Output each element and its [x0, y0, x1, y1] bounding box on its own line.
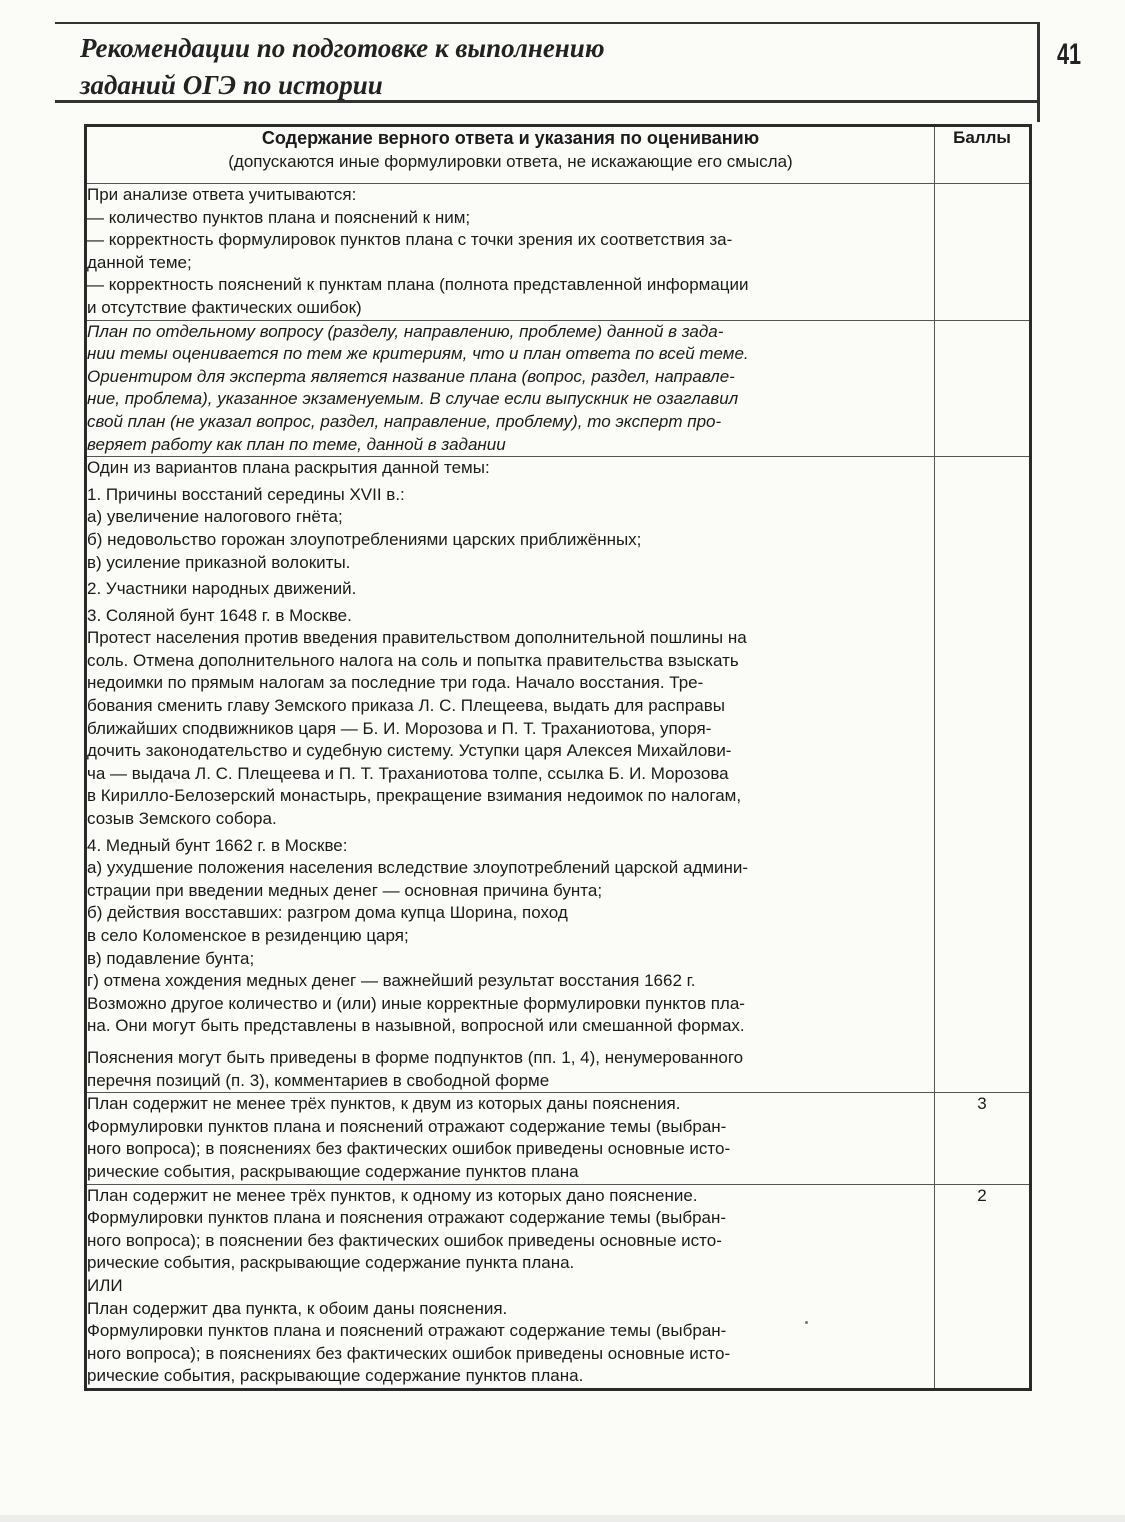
score-column-header: Баллы [935, 126, 1031, 184]
score-cell-empty [935, 184, 1031, 321]
table-row [86, 1093, 1031, 1184]
plan-item-1-line: б) недовольство горожан злоупотреблениями царских приближённых; [87, 529, 642, 549]
table-row [86, 184, 1031, 321]
score-2-or-separator: ИЛИ [87, 1275, 123, 1295]
table-header-row [86, 126, 1031, 184]
plan-cell [86, 457, 935, 1093]
criteria-line: — корректность формулировок пунктов плана с точки зрения их соответствия за- [87, 230, 733, 250]
plan-item-1-line: в) усиление приказной волокиты. [87, 552, 351, 572]
plan-item-4-line: в село Коломенское в резиденцию царя; [87, 926, 409, 945]
note-line: Ориентиром для эксперта является название плана (вопрос, раздел, направле- [87, 366, 735, 386]
plan-item-3-line: дочить законодательство и судебную систему. Уступки царя Алексея Михайлови- [87, 741, 732, 761]
plan-explanation-line: Пояснения могут быть приведены в форме подпунктов (пп. 1, 4), ненумерованного [87, 1047, 744, 1067]
content-header-title: Содержание верного ответа и указания по оцениванию [261, 128, 760, 148]
content-column-header [86, 126, 935, 184]
score-2-line: рические события, раскрывающие содержание пунктов плана. [87, 1366, 584, 1386]
score-2-line: План содержит не менее трёх пунктов, к одному из которых дано пояснение. [87, 1185, 698, 1205]
plan-item-4-line: на. Они могут быть представлены в назывной, вопросной или смешанной формах. [87, 1016, 745, 1036]
plan-item-4-line: Возможно другое количество и (или) иные корректные формулировки пунктов пла- [87, 993, 745, 1013]
score-cell-empty [935, 457, 1031, 1093]
plan-item-3-line: бования сменить главу Земского приказа Л. С. Плещеева, выдать для расправы [87, 696, 725, 716]
plan-item-4-title: 4. Медный бунт 1662 г. в Москве: [87, 835, 348, 855]
plan-item-3-line: соль. Отмена дополнительного налога на соль и попытка правительства взыскать [87, 650, 739, 670]
plan-item-2-title: 2. Участники народных движений. [87, 579, 357, 599]
content-header-subtitle: (допускаются иные формулировки ответа, не искажающие его смысла) [228, 152, 793, 171]
plan-item-4-line: г) отмена хождения медных денег — важнейший результат восстания 1662 г. [87, 971, 696, 991]
plan-item-3-title: 3. Соляной бунт 1648 г. в Москве. [87, 605, 352, 625]
score-2-line: Формулировки пунктов плана и пояснений отражают содержание темы (выбран- [87, 1321, 727, 1341]
note-cell [86, 320, 935, 457]
criteria-line: При анализе ответа учитываются: [87, 185, 357, 204]
header-title-line-2: заданий ОГЭ по истории [80, 70, 383, 100]
table-row [86, 457, 1031, 1093]
plan-item-1-line: а) увеличение налогового гнёта; [87, 507, 343, 527]
table-row [86, 1184, 1031, 1389]
plan-item-3-line: в Кирилло-Белозерский монастырь, прекращение взимания недоимок по налогам, [87, 786, 742, 806]
score-2-criteria-cell [86, 1184, 935, 1389]
score-2-line: рические события, раскрывающие содержание пункта плана. [87, 1253, 575, 1273]
note-line: свой план (не указал вопрос, раздел, направление, проблему), то эксперт про- [87, 411, 722, 431]
score-3-points: 3 [935, 1093, 1031, 1184]
score-3-line: ного вопроса); в пояснениях без фактических ошибок приведены основные исто- [87, 1139, 731, 1159]
score-3-line: рические события, раскрывающие содержание пунктов плана [87, 1161, 579, 1181]
plan-item-3-line: ча — выдача Л. С. Плещеева и П. Т. Траханиотова толпе, ссылка Б. И. Морозова [87, 763, 729, 783]
note-line: нии темы оценивается по тем же критериям, что и план ответа по всей теме. [87, 344, 749, 364]
plan-item-3-line: Протест населения против введения правительством дополнительной пошлины на [87, 628, 747, 648]
plan-item-3-line: созыв Земского собора. [87, 809, 277, 829]
page-header-title [80, 30, 960, 104]
score-2-line: Формулировки пунктов плана и пояснения отражают содержание темы (выбран- [87, 1208, 727, 1228]
criteria-line: данной теме; [87, 252, 192, 272]
score-2-line: ного вопроса); в пояснении без фактических ошибок приведены основные исто- [87, 1230, 722, 1250]
criteria-cell [86, 184, 935, 321]
header-title-line-1: Рекомендации по подготовке к выполнению [80, 33, 605, 63]
criteria-line: — корректность пояснений к пунктам плана (полнота представленной информации [87, 275, 749, 295]
plan-item-1-title: 1. Причины восстаний середины XVII в.: [87, 484, 405, 504]
score-cell-empty [935, 320, 1031, 457]
note-line: веряет работу как план по теме, данной в задании [87, 434, 506, 454]
table-row [86, 320, 1031, 457]
score-2-line: План содержит два пункта, к обоим даны пояснения. [87, 1298, 508, 1318]
plan-item-4-line: страции при введении медных денег — основная причина бунта; [87, 880, 603, 900]
plan-intro: Один из вариантов плана раскрытия данной темы: [87, 458, 490, 478]
plan-item-3-line: ближайших сподвижников царя — Б. И. Морозова и П. Т. Траханиотова, упоря- [87, 718, 712, 738]
score-3-criteria-cell [86, 1093, 935, 1184]
page-number: 41 [1057, 38, 1082, 71]
note-line: План по отдельному вопросу (разделу, направлению, проблеме) данной в зада- [87, 321, 724, 341]
plan-item-3-line: недоимки по прямым налогам за последние три года. Начало восстания. Тре- [87, 673, 704, 693]
page-bottom-edge [0, 1515, 1125, 1522]
score-2-line: ного вопроса); в пояснениях без фактических ошибок приведены основные исто- [87, 1343, 731, 1363]
grading-table [84, 124, 1032, 1391]
note-line: ние, проблема), указанное экзаменуемым. В случае если выпускник не озаглавил [87, 389, 739, 409]
score-3-line: План содержит не менее трёх пунктов, к двум из которых даны пояснения. [87, 1094, 681, 1114]
score-3-line: Формулировки пунктов плана и пояснений отражают содержание темы (выбран- [87, 1116, 727, 1136]
criteria-line: — количество пунктов плана и пояснений к ним; [87, 207, 471, 227]
print-speck [805, 1321, 808, 1324]
plan-explanation-line: перечня позиций (п. 3), комментариев в свободной форме [87, 1070, 550, 1090]
score-2-points: 2 [935, 1184, 1031, 1389]
plan-item-4-line: а) ухудшение положения населения вследствие злоупотреблений царской админи- [87, 858, 749, 878]
plan-item-4-line: б) действия восставших: разгром дома купца Шорина, поход [87, 903, 568, 923]
plan-item-4-line: в) подавление бунта; [87, 948, 255, 968]
criteria-line: и отсутствие фактических ошибок) [87, 297, 362, 317]
